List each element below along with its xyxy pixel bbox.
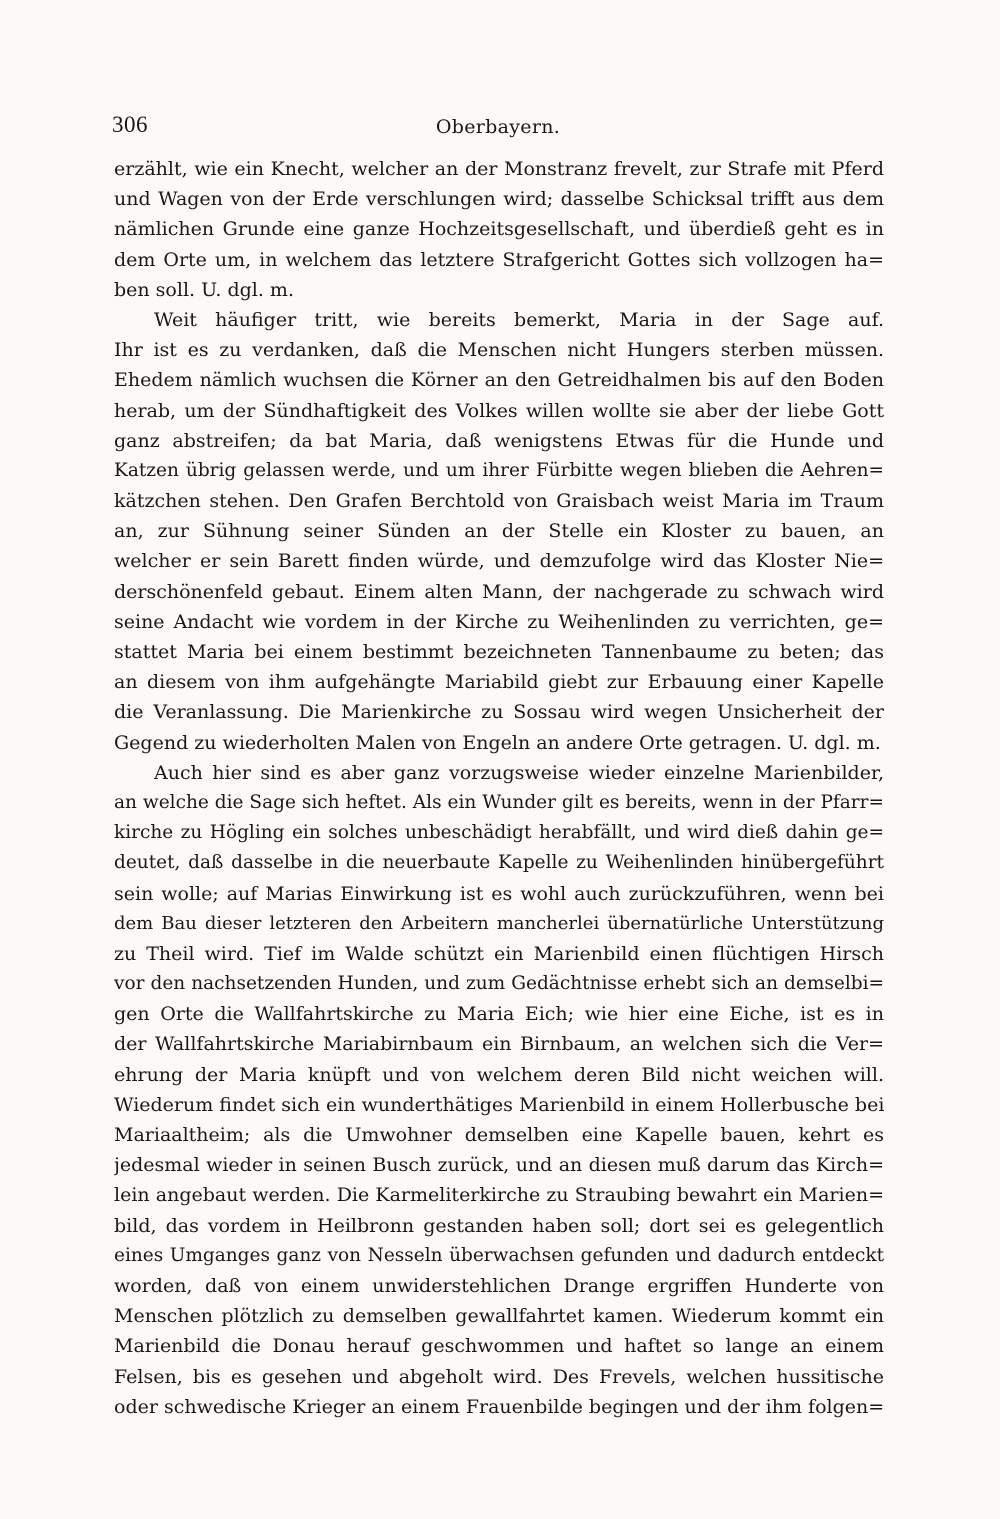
paragraph-start-line: Weit häufiger tritt, wie bereits bemerkt, Maria in der Sage auf. [154, 308, 884, 331]
text-line: dem Orte um, in welchem das letztere Strafgericht Gottes sich vollzogen ha= [114, 248, 884, 271]
text-line: eines Umganges ganz von Nesseln überwachsen gefunden und dadurch entdeckt [114, 1244, 884, 1266]
text-line: die Veranlassung. Die Marienkirche zu Sossau wird wegen Unsicherheit der [114, 701, 884, 724]
text-line: ehrung der Maria knüpft und von welchem deren Bild nicht weichen will. [114, 1063, 884, 1086]
text-line: und Wagen von der Erde verschlungen wird; dasselbe Schicksal trifft aus dem [114, 188, 884, 211]
text-line: dem Bau dieser letzteren den Arbeitern mancherlei übernatürliche Unterstützung [114, 912, 884, 934]
text-line: Ehedem nämlich wuchsen die Körner an den Getreidhalmen bis auf den Boden [114, 369, 884, 392]
body-text [114, 154, 884, 1422]
text-line: deutet, daß dasselbe in die neuerbaute Kapelle zu Weihenlinden hinübergeführt [114, 852, 884, 874]
text-line: derschönenfeld gebaut. Einem alten Mann, der nachgerade zu schwach wird [114, 580, 884, 603]
page-header [112, 112, 884, 148]
text-line: Felsen, bis es gesehen und abgeholt wird. Des Frevels, welchen hussitische [114, 1365, 884, 1388]
text-line: zu Theil wird. Tief im Walde schützt ein Marienbild einen flüchtigen Hirsch [114, 942, 884, 965]
text-line: ganz abstreifen; da bat Maria, daß wenigstens Etwas für die Hunde und [114, 429, 884, 452]
text-line: nämlichen Grunde eine ganze Hochzeitsgesellschaft, und überdieß geht es in [114, 218, 884, 241]
text-line: Menschen plötzlich zu demselben gewallfahrtet kamen. Wiederum kommt ein [114, 1305, 884, 1328]
text-line: kirche zu Högling ein solches unbeschädigt herabfällt, und wird dieß dahin ge= [114, 822, 884, 844]
text-line: Katzen übrig gelassen werde, und um ihrer Fürbitte wegen blieben die Aehren= [114, 459, 884, 481]
text-line: kätzchen stehen. Den Grafen Berchtold von Graisbach weist Maria im Traum [114, 490, 884, 513]
text-line: vor den nachsetzenden Hunden, und zum Gedächtnisse erhebt sich an demselbi= [114, 973, 884, 995]
text-line: gen Orte die Wallfahrtskirche zu Maria Eich; wie hier eine Eiche, ist es in [114, 1003, 884, 1026]
text-line: ben soll. U. dgl. m. [114, 278, 294, 301]
text-line: welcher er sein Barett finden würde, und demzufolge wird das Kloster Nie= [114, 550, 884, 573]
text-line: seine Andacht wie vordem in der Kirche zu Weihenlinden zu verrichten, ge= [114, 610, 884, 633]
text-line: Marienbild die Donau herauf geschwommen und haftet so lange an einem [114, 1335, 884, 1358]
text-line: Mariaaltheim; als die Umwohner demselben eine Kapelle bauen, kehrt es [114, 1124, 884, 1146]
text-line: jedesmal wieder in seinen Busch zurück, und an diesen muß darum das Kirch= [114, 1154, 884, 1177]
text-line: lein angebaut werden. Die Karmeliterkirche zu Straubing bewahrt ein Marien= [114, 1184, 884, 1207]
paragraph-start-line: Auch hier sind es aber ganz vorzugsweise wieder einzelne Marienbilder, [154, 761, 884, 784]
text-line: Ihr ist es zu verdanken, daß die Menschen nicht Hungers sterben müssen. [114, 339, 884, 362]
text-line: Wiederum findet sich ein wunderthätiges Marienbild in einem Hollerbusche bei [114, 1093, 884, 1116]
running-head: Oberbayern. [435, 116, 561, 138]
text-line: Gegend zu wiederholten Malen von Engeln an andere Orte getragen. U. dgl. m. [114, 731, 881, 754]
text-line: erzählt, wie ein Knecht, welcher an der Monstranz frevelt, zur Strafe mit Pferd [114, 158, 884, 180]
text-line: der Wallfahrtskirche Mariabirnbaum ein Birnbaum, an welchen sich die Ver= [114, 1033, 884, 1056]
text-line: oder schwedische Krieger an einem Frauenbilde begingen und der ihm folgen= [114, 1395, 884, 1418]
text-line: sein wolle; auf Marias Einwirkung ist es wohl auch zurückzuführen, wenn bei [114, 882, 884, 905]
text-line: bild, das vordem in Heilbronn gestanden haben soll; dort sei es gelegentlich [114, 1214, 884, 1237]
text-line: an welche die Sage sich heftet. Als ein Wunder gilt es bereits, wenn in der Pfarr= [114, 791, 884, 813]
text-line: stattet Maria bei einem bestimmt bezeichneten Tannenbaume zu beten; das [114, 641, 884, 663]
text-line: herab, um der Sündhaftigkeit des Volkes willen wollte sie aber der liebe Gott [114, 399, 884, 422]
text-line: an diesem von ihm aufgehängte Mariabild giebt zur Erbauung einer Kapelle [114, 671, 884, 694]
page-number: 306 [112, 112, 148, 137]
text-line: an, zur Sühnung seiner Sünden an der Stelle ein Kloster zu bauen, an [114, 520, 884, 543]
text-line: worden, daß von einem unwiderstehlichen Drange ergriffen Hunderte von [114, 1274, 884, 1297]
